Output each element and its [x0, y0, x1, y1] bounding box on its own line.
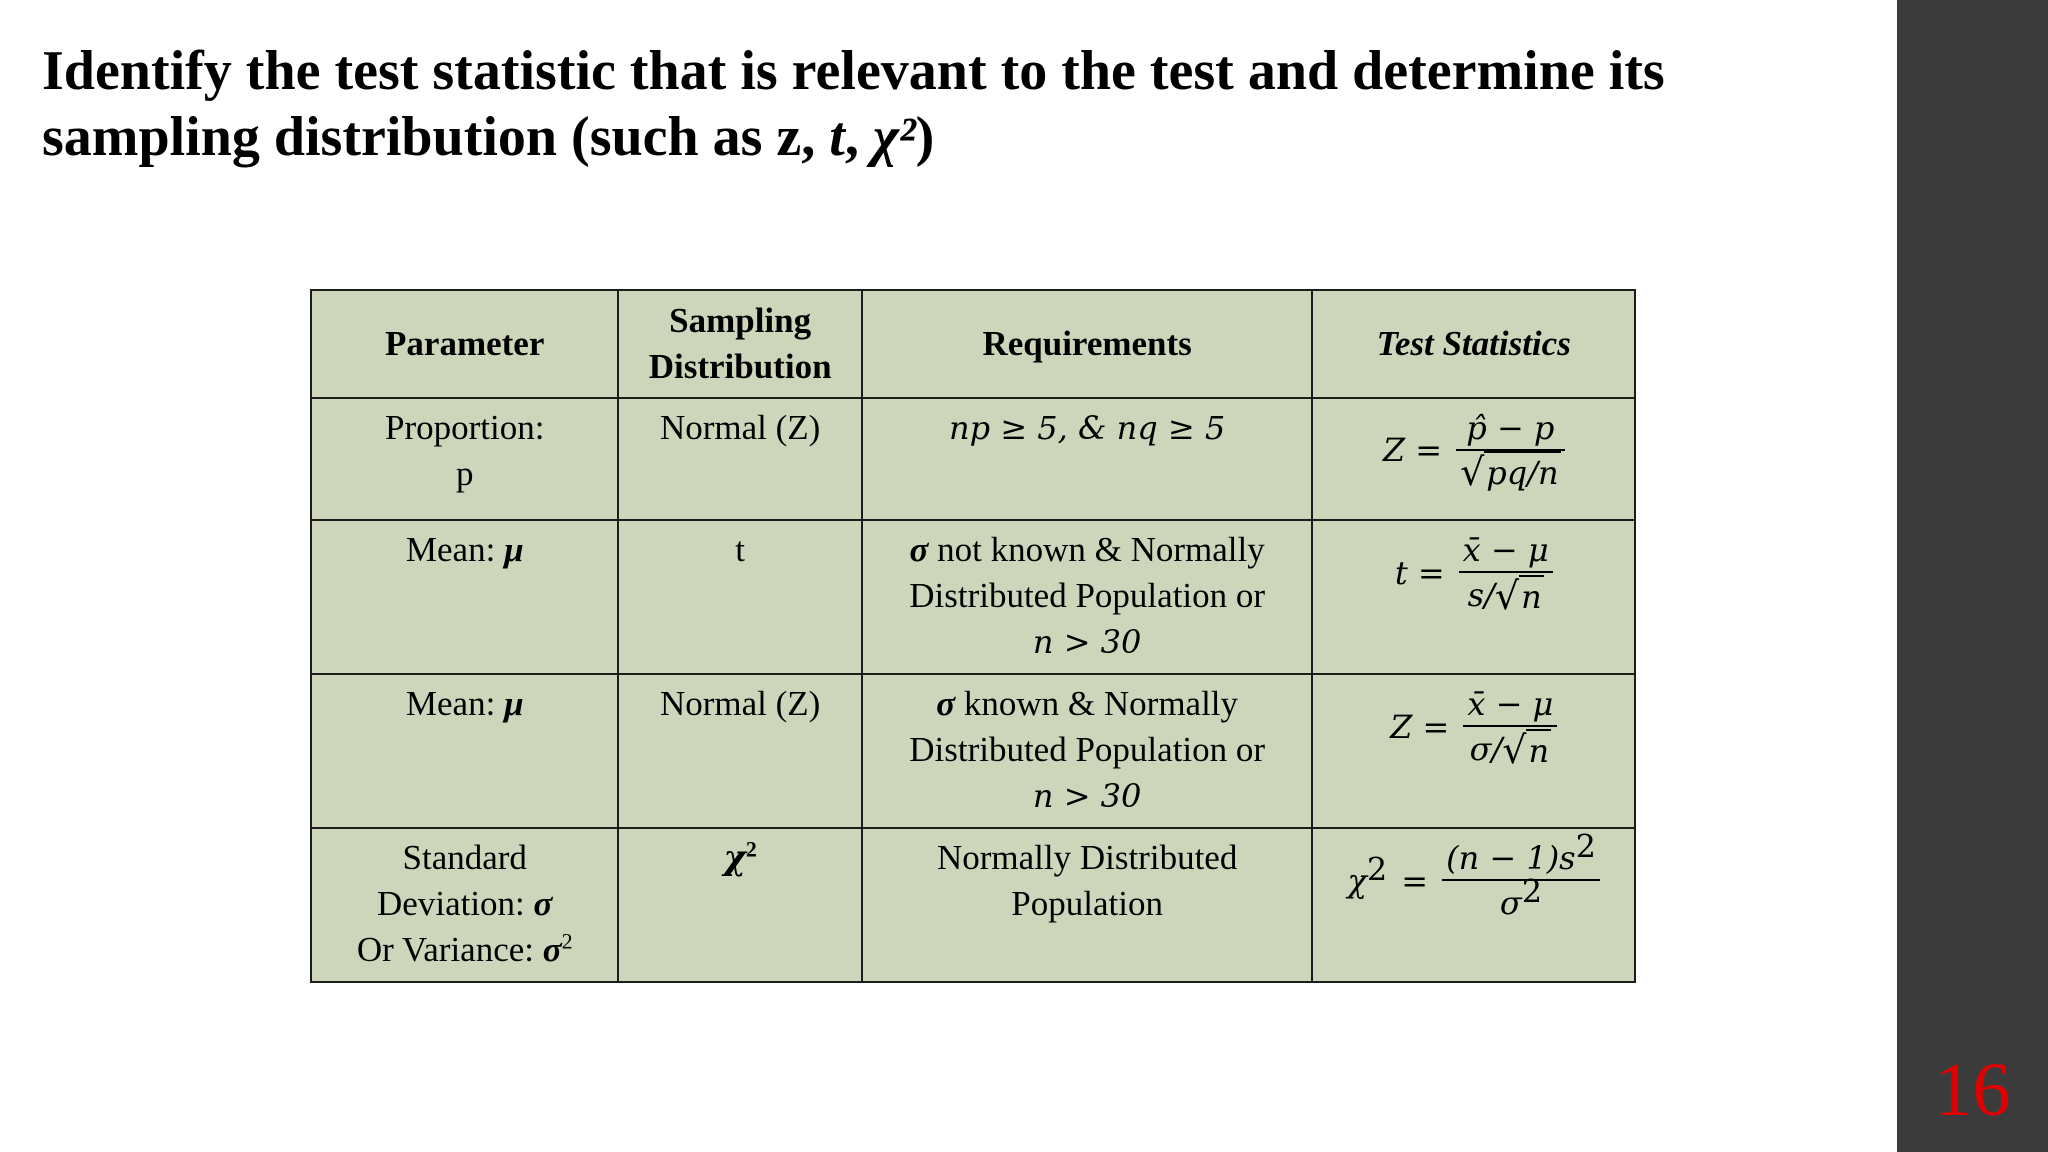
- title-comma: ,: [844, 106, 873, 168]
- title-t: t: [829, 106, 845, 168]
- parameter-cell: Mean: μ: [311, 520, 618, 674]
- formula-cell: [1312, 674, 1635, 828]
- table-row: [311, 520, 1635, 674]
- requirements-cell: Normally Distributed Population: [862, 828, 1313, 982]
- distribution-cell: $\chi^2$: [618, 828, 861, 982]
- test-statistics-table: [310, 289, 1636, 983]
- requirements-cell: np ≥ 5, & nq ≥ 5: [862, 398, 1313, 520]
- table-row: [311, 828, 1635, 982]
- distribution-cell: Normal (Z): [618, 398, 861, 520]
- title-line-1: Identify the test statistic that is relevant to the test and determine its: [42, 40, 1665, 102]
- table-row: [311, 674, 1635, 828]
- proportion-z-formula: Z = p̂ − p √ pq/n: [1383, 407, 1565, 493]
- title-line-2-prefix: sampling distribution (such as z,: [42, 106, 830, 168]
- sqrt-icon: √: [1494, 574, 1520, 618]
- sidebar-panel: [1897, 0, 2048, 1152]
- parameter-cell: Standard Deviation: σ Or Variance: $\sigma^2$: [311, 828, 618, 982]
- title-chi: χ²: [872, 106, 916, 168]
- sqrt-icon: √: [1460, 450, 1485, 494]
- header-requirements: Requirements: [862, 290, 1313, 398]
- requirements-cell: σ not known & Normally Distributed Population or n > 30: [862, 520, 1313, 674]
- header-row: [311, 290, 1635, 398]
- mean-z-formula: Z = x̄ − μ σ/ √ n: [1390, 683, 1557, 771]
- requirements-cell: σ known & Normally Distributed Population or n > 30: [862, 674, 1313, 828]
- formula-cell: [1312, 520, 1635, 674]
- formula-cell: [1312, 398, 1635, 520]
- chi-square-formula: $\chi^2$ = $\frac{(n - 1)s^2}{\sigma^2}$: [1348, 837, 1600, 925]
- parameter-cell: Mean: μ: [311, 674, 618, 828]
- sqrt-icon: √: [1502, 728, 1527, 772]
- page-number: 16: [1934, 1048, 2011, 1132]
- title-line-2-suffix: ): [915, 106, 935, 168]
- parameter-cell: Proportion: p: [311, 398, 618, 520]
- table-row: [311, 398, 1635, 520]
- header-sampling-distribution: Sampling Distribution: [618, 290, 861, 398]
- header-test-statistics: Test Statistics: [1312, 290, 1635, 398]
- slide-title: [42, 38, 1862, 170]
- mean-t-formula: t = x̄ − μ s/ √ n: [1395, 529, 1553, 617]
- distribution-cell: t: [618, 520, 861, 674]
- distribution-cell: Normal (Z): [618, 674, 861, 828]
- header-parameter: Parameter: [311, 290, 618, 398]
- formula-cell: [1312, 828, 1635, 982]
